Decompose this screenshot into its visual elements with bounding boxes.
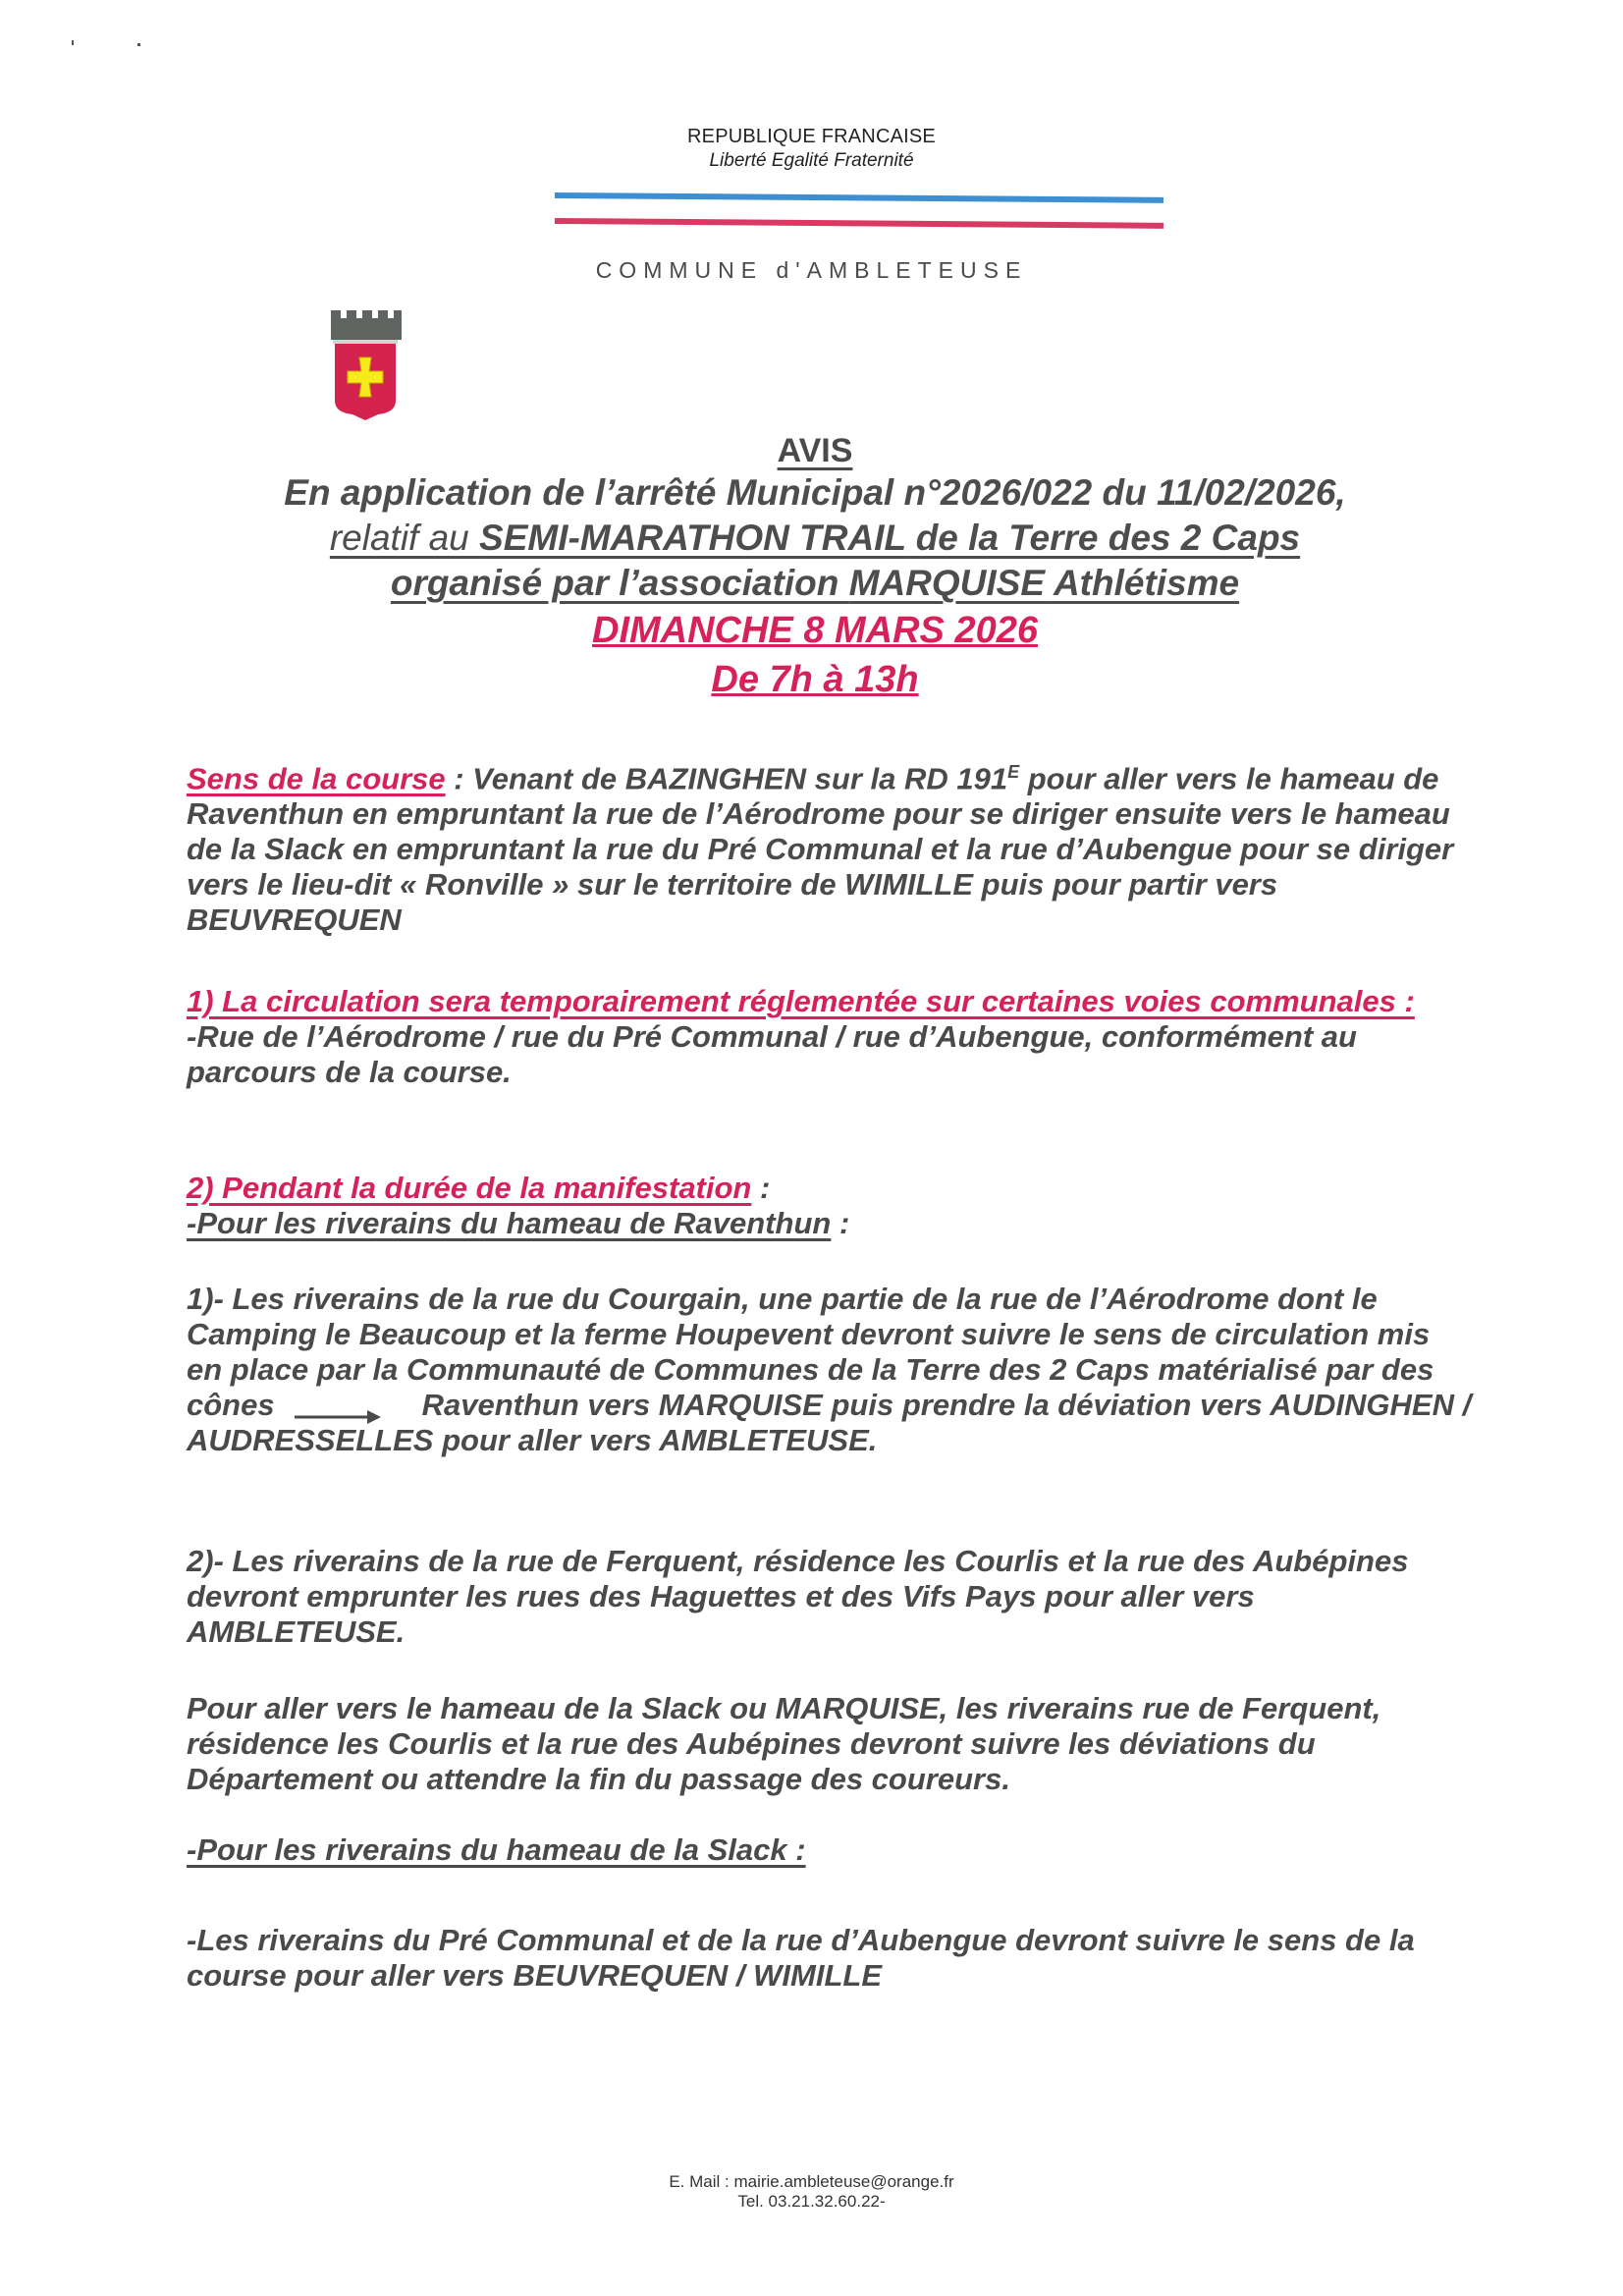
notice-heading: AVIS <box>777 432 853 469</box>
event-duration-section: 2) Pendant la durée de la manifestation : -Pour les riverains du hameau de Raventhun : <box>187 1171 850 1240</box>
right-arrow-icon <box>295 1397 383 1417</box>
organizer-line: organisé par l’association MARQUISE Athlétisme <box>390 563 1240 603</box>
scan-speck <box>72 40 74 45</box>
traffic-regulation-section <box>187 984 1473 1090</box>
slack-paragraph: -Les riverains du Pré Communal et de la rue d’Aubengue devront suivre le sens de la course pour aller vers BEUVREQUEN / WIMILLE <box>187 1923 1415 1993</box>
commune-name: COMMUNE d'AMBLETEUSE <box>595 257 1028 283</box>
slack-subheading: -Pour les riverains du hameau de la Slack : <box>187 1832 806 1867</box>
email-link[interactable]: mairie.ambleteuse@orange.fr <box>733 2172 954 2191</box>
slack-subheading-block <box>187 1832 1473 1868</box>
raventhun-subheading: -Pour les riverains du hameau de Raventhun <box>187 1206 832 1240</box>
raventhun-item-1: 1)- Les riverains de la rue du Courgain, une partie de la rue de l’Aérodrome dont le Camping le Beaucoup et la ferme Houpevent devront suivre le sens de circulation mis en place par la Communauté de Communes de la Terre des 2 Caps matérialisé par des cônes Raventhun vers MARQUISE puis prendre la déviation vers AUDINGHEN / AUDRESSELLES pour aller vers AMBLETEUSE. <box>187 1282 1472 1457</box>
national-motto: Liberté Egalité Fraternité <box>709 150 914 171</box>
phone-number: Tel. 03.21.32.60.22- <box>737 2192 886 2211</box>
race-direction-heading: Sens de la course <box>187 761 446 796</box>
event-hours: De 7h à 13h <box>711 659 919 700</box>
footer-contact: E. Mail : mairie.ambleteuse@orange.fr Tel. 03.21.32.60.22- <box>0 2172 1623 2212</box>
section2-heading: 2) Pendant la durée de la manifestation <box>187 1171 752 1205</box>
event-line: relatif au SEMI-MARATHON TRAIL de la Terre des 2 Caps <box>329 518 1301 558</box>
flag-stripe-blue <box>555 192 1163 203</box>
slack-marquise-paragraph: Pour aller vers le hameau de la Slack ou MARQUISE, les riverains rue de Ferquent, résidence les Courlis et la rue des Aubépines devront suivre les déviations du Département ou attendre la fin du passage des coureurs. <box>187 1691 1381 1796</box>
event-date: DIMANCHE 8 MARS 2026 <box>592 610 1038 651</box>
event-name: SEMI-MARATHON TRAIL <box>479 518 906 558</box>
section1-text: -Rue de l’Aérodrome / rue du Pré Communal / rue d’Aubengue, conformément au parcours de la course. <box>187 1019 1357 1089</box>
scan-speck <box>137 43 140 46</box>
notice-title-block <box>177 432 1453 704</box>
republic-heading: REPUBLIQUE FRANCAISE <box>687 126 936 147</box>
coat-of-arms-icon <box>327 306 406 424</box>
decree-reference: En application de l’arrêté Municipal n°2026/022 du 11/02/2026, <box>284 472 1346 513</box>
section1-heading: 1) La circulation sera temporairement réglementée sur certaines voies communales : <box>187 984 1415 1018</box>
flag-stripe-red <box>555 218 1163 229</box>
organizer-name: MARQUISE <box>848 563 1046 603</box>
raventhun-item-2: 2)- Les riverains de la rue de Ferquent, résidence les Courlis et la rue des Aubépines devront emprunter les rues des Haguettes et des Vifs Pays pour aller vers AMBLETEUSE. <box>187 1544 1409 1649</box>
race-direction-section: Sens de la course : Venant de BAZINGHEN sur la RD $191^E$ pour aller vers le hameau de Raventhun en empruntant la rue de l’Aérodrome pour se diriger ensuite vers le hameau de la Slack en empruntant la rue du Pré Communal et la rue d’Aubengue pour se diriger vers le lieu-dit « Ronville » sur le territoire de WIMILLE puis pour partir vers BEUVREQUEN <box>187 761 1454 938</box>
